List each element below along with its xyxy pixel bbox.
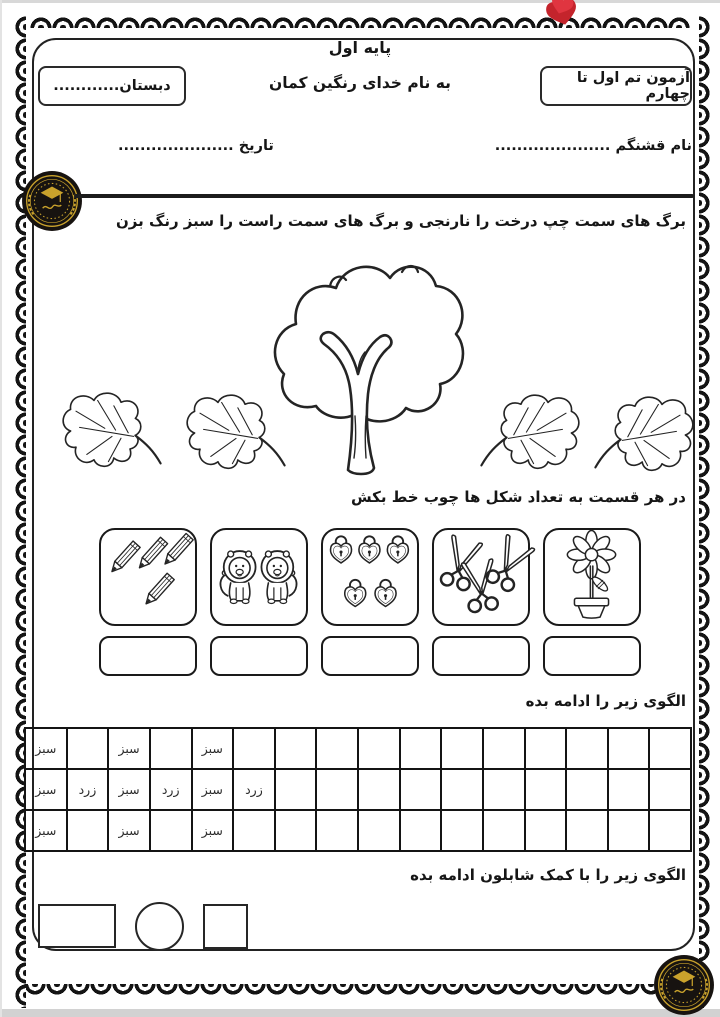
pattern-cell[interactable] [67, 810, 109, 851]
student-name-field[interactable]: نام قشنگم ..................... [494, 138, 692, 154]
heart-padlock-icon [323, 530, 416, 620]
award-seal-icon [653, 954, 715, 1016]
tally-input-box-3[interactable] [321, 636, 419, 676]
tally-boxes-row [99, 636, 641, 676]
pattern-cell[interactable]: زرد [67, 769, 109, 810]
pattern-cell[interactable] [67, 728, 109, 769]
pattern-cell[interactable]: سبز [192, 769, 234, 810]
publisher-logo-icon [540, 0, 584, 27]
page-edge-top [0, 0, 720, 3]
pattern-cell[interactable]: سبز [108, 769, 150, 810]
lace-border-left-icon [14, 16, 26, 1008]
pattern-cell[interactable] [400, 728, 442, 769]
pattern-cell[interactable] [608, 810, 650, 851]
pattern-cell[interactable] [483, 728, 525, 769]
pattern-cell[interactable] [441, 728, 483, 769]
school-name-box[interactable]: دبستان............ [38, 66, 186, 106]
pattern-cell[interactable]: زرد [150, 769, 192, 810]
scissors-icon [434, 530, 527, 620]
pattern-cell[interactable] [400, 810, 442, 851]
pattern-cell[interactable] [275, 769, 317, 810]
stencil-draw-area[interactable] [260, 900, 680, 950]
exam-title-box: آزمون تم اول تا چهارم [540, 66, 692, 106]
lace-border-bottom-icon [24, 984, 696, 996]
pattern-cell[interactable] [441, 769, 483, 810]
flower-pot-icon [545, 530, 638, 620]
lace-border-top-icon [30, 16, 690, 28]
leaf-right-1-icon [476, 388, 584, 478]
section-divider [74, 194, 694, 198]
pattern-cell[interactable] [483, 769, 525, 810]
page-edge-bottom [0, 1009, 720, 1017]
pattern-cell[interactable] [649, 810, 691, 851]
tally-input-box-5[interactable] [543, 636, 641, 676]
leaf-right-2-icon [590, 390, 698, 480]
instruction-stencil: الگوی زیر را با کمک شابلون ادامه بده [410, 866, 686, 884]
date-field[interactable]: تاریخ ..................... [118, 138, 274, 154]
pattern-cell[interactable] [566, 769, 608, 810]
shape-circle [135, 902, 184, 951]
shape-square [203, 904, 248, 949]
tally-input-box-1[interactable] [99, 636, 197, 676]
pattern-cell[interactable] [358, 810, 400, 851]
pattern-cell[interactable]: سبز [25, 769, 67, 810]
pattern-cell[interactable] [566, 810, 608, 851]
pattern-cell[interactable] [483, 810, 525, 851]
count-box-locks [321, 528, 419, 626]
pattern-cell[interactable] [316, 810, 358, 851]
pattern-cell[interactable] [233, 728, 275, 769]
count-box-lions [210, 528, 308, 626]
pattern-row [25, 769, 691, 810]
instruction-coloring: برگ های سمت چپ درخت را نارنجی و برگ های سمت راست را سبز رنگ بزن [115, 212, 686, 230]
pattern-cell[interactable] [400, 769, 442, 810]
pattern-cell[interactable]: سبز [25, 810, 67, 851]
pattern-cell[interactable] [150, 728, 192, 769]
pattern-cell[interactable] [358, 728, 400, 769]
count-box-flower [543, 528, 641, 626]
pattern-cell[interactable]: سبز [192, 728, 234, 769]
stencil-shapes-row [38, 900, 248, 952]
page-title: پایه اول [328, 38, 392, 57]
pattern-cell[interactable] [649, 728, 691, 769]
pattern-cell[interactable]: زرد [233, 769, 275, 810]
lace-border-right-icon [699, 16, 711, 1008]
tree-canopy [275, 267, 463, 422]
pattern-cell[interactable] [150, 810, 192, 851]
leaf-left-1-icon [58, 386, 166, 476]
tree-icon [268, 246, 473, 474]
page-edge-left [0, 0, 2, 1017]
count-boxes-row [99, 528, 641, 626]
pattern-table [24, 727, 692, 852]
pattern-cell[interactable] [566, 728, 608, 769]
pattern-cell[interactable] [275, 728, 317, 769]
tally-input-box-2[interactable] [210, 636, 308, 676]
pattern-row [25, 810, 691, 851]
lion-icon [212, 530, 305, 620]
pattern-cell[interactable] [275, 810, 317, 851]
leaf-left-2-icon [182, 388, 290, 478]
pattern-cell[interactable] [608, 769, 650, 810]
award-seal-icon [21, 170, 83, 232]
instruction-pattern: الگوی زیر را ادامه بده [525, 692, 686, 710]
shape-rectangle [38, 904, 116, 948]
pattern-cell[interactable] [358, 769, 400, 810]
pattern-cell[interactable]: سبز [192, 810, 234, 851]
pattern-cell[interactable] [316, 728, 358, 769]
pattern-cell[interactable] [608, 728, 650, 769]
pattern-cell[interactable]: سبز [108, 810, 150, 851]
pattern-cell[interactable] [441, 810, 483, 851]
count-box-pencils [99, 528, 197, 626]
instruction-tally: در هر قسمت به تعداد شکل ها چوب خط بکش [350, 488, 686, 506]
pattern-cell[interactable] [649, 769, 691, 810]
pattern-cell[interactable] [525, 769, 567, 810]
pattern-cell[interactable] [525, 728, 567, 769]
bismillah-title: به نام خدای رنگین کمان [269, 74, 451, 92]
pattern-cell[interactable] [233, 810, 275, 851]
count-box-scissors [432, 528, 530, 626]
pattern-cell[interactable] [525, 810, 567, 851]
pattern-cell[interactable]: سبز [108, 728, 150, 769]
pattern-row [25, 728, 691, 769]
pattern-cell[interactable]: سبز [25, 728, 67, 769]
pencil-icon [101, 530, 194, 620]
tally-input-box-4[interactable] [432, 636, 530, 676]
pattern-cell[interactable] [316, 769, 358, 810]
